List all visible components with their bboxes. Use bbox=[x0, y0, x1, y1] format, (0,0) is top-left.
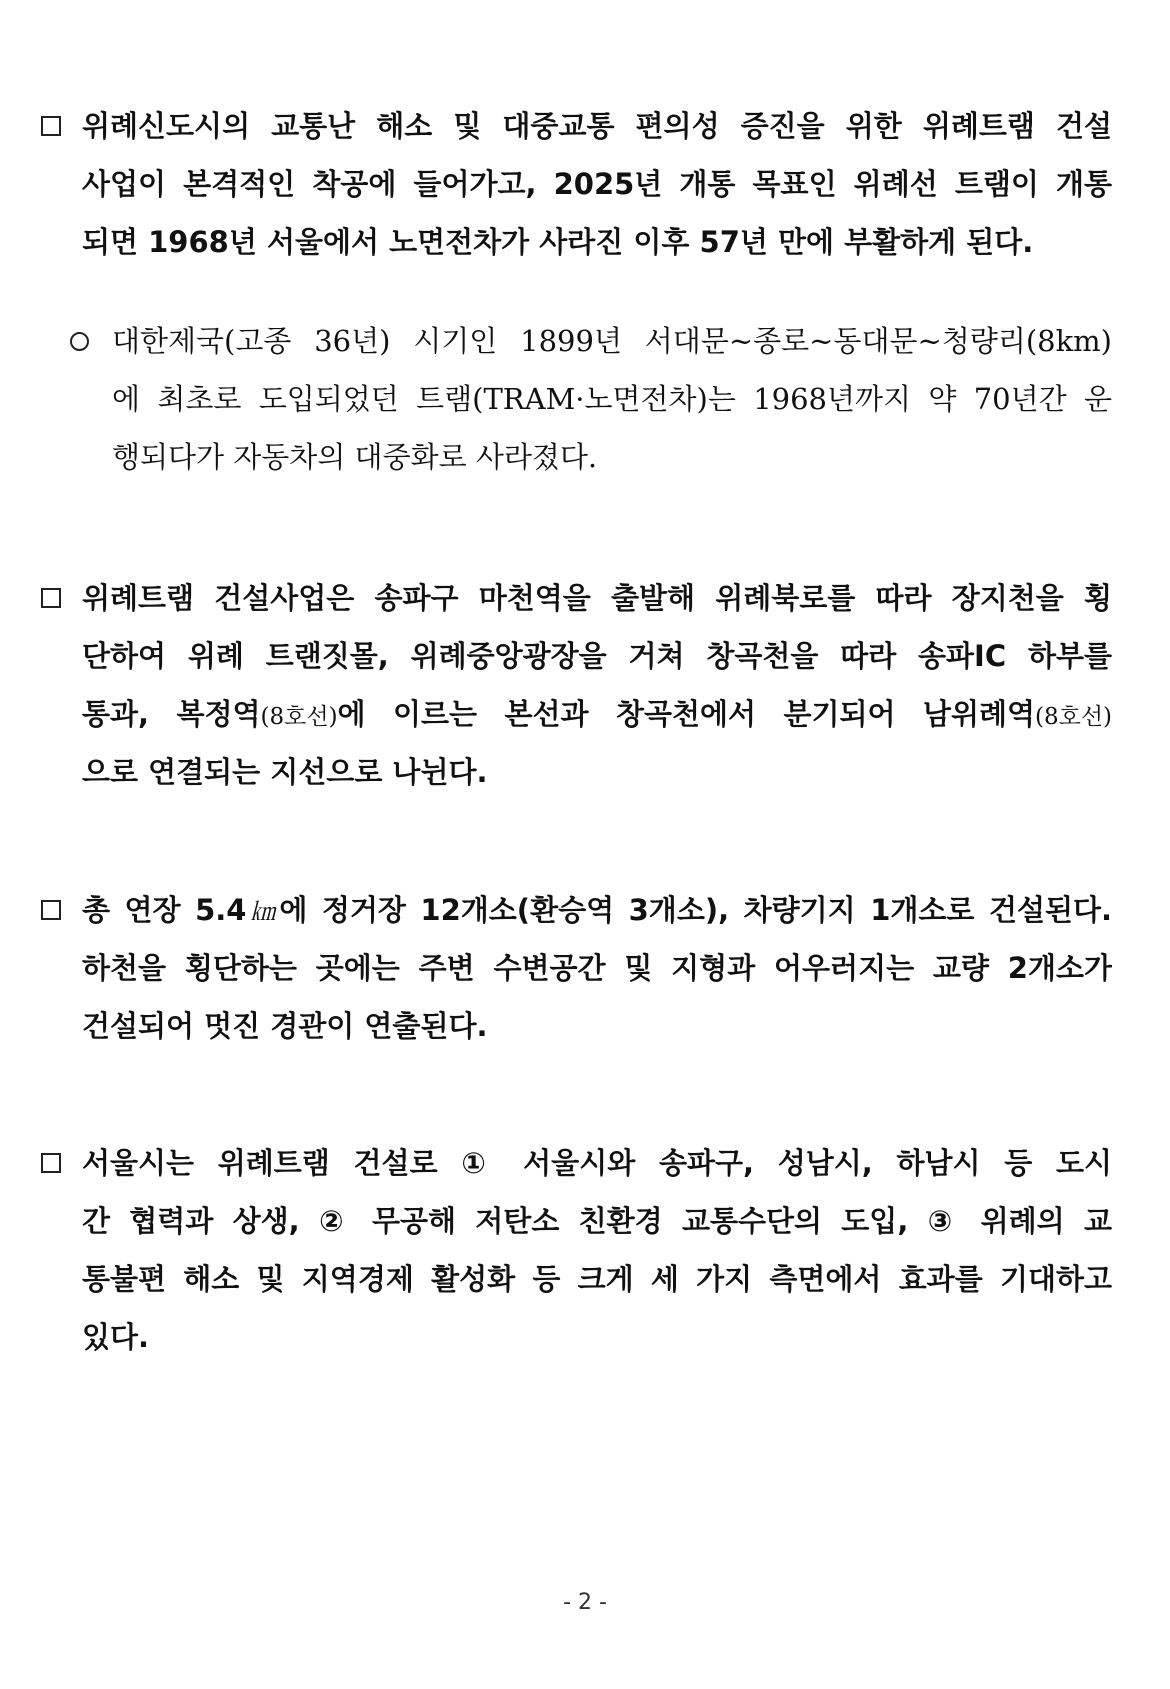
section-3-line-1 bbox=[82, 888, 1112, 932]
section-1-line-1: 위례신도시의 교통난 해소 및 대중교통 편의성 증진을 위한 위례트램 건설 bbox=[82, 109, 1112, 143]
section-4-line-1: 서울시는 위례트램 건설로 ① 서울시와 송파구, 성남시, 하남시 등 도시 bbox=[82, 1146, 1112, 1180]
section-1-sub-line-3: 행되다가 자동차의 대중화로 사라졌다. bbox=[112, 440, 598, 474]
section-1-sub-line-2: 에 최초로 도입되었던 트램(TRAM·노면전차)는 1968년까지 약 70년간 운 bbox=[112, 382, 1112, 416]
line-note-8-second: (8호선) bbox=[1035, 704, 1112, 730]
square-bullet-icon bbox=[41, 588, 61, 608]
section-1-sub-line-1: 대한제국(고종 36년) 시기인 1899년 서대문~종로~동대문~청량리(8km) bbox=[112, 324, 1112, 358]
section-4-line-2: 간 협력과 상생, ② 무공해 저탄소 친환경 교통수단의 도입, ③ 위례의 교 bbox=[82, 1204, 1112, 1238]
line-note-8: (8호선) bbox=[260, 704, 338, 730]
section-4-line-4: 있다. bbox=[82, 1320, 150, 1354]
square-bullet-icon bbox=[41, 1153, 61, 1173]
section-3-line-3: 건설되어 멋진 경관이 연출된다. bbox=[82, 1009, 488, 1043]
section-3-line-1-b: 에 정거장 12개소(환승역 3개소), 차량기지 1개소로 건설된다. bbox=[279, 893, 1112, 927]
section-1-line-2: 사업이 본격적인 착공에 들어가고, 2025년 개통 목표인 위례선 트램이 개통 bbox=[82, 167, 1112, 201]
square-bullet-icon bbox=[41, 900, 61, 920]
section-4-line-3: 통불편 해소 및 지역경제 활성화 등 크게 세 가지 측면에서 효과를 기대하고 bbox=[82, 1262, 1112, 1296]
section-2-line-3-a: 통과, 복정역 bbox=[82, 697, 261, 731]
square-bullet-icon bbox=[41, 116, 61, 136]
section-2-line-2: 단하여 위례 트랜짓몰, 위례중앙광장을 거쳐 창곡천을 따라 송파IC 하부를 bbox=[82, 639, 1112, 673]
km-unit: ㎞ bbox=[246, 898, 280, 926]
section-3-line-2: 하천을 횡단하는 곳에는 주변 수변공간 및 지형과 어우러지는 교량 2개소가 bbox=[82, 951, 1112, 985]
circle-bullet-icon bbox=[70, 332, 89, 351]
section-2-line-3 bbox=[82, 692, 1112, 736]
section-2-line-3-c: 에 이르는 본선과 창곡천에서 분기되어 남위례역 bbox=[337, 697, 1035, 731]
page-number: - 2 - bbox=[563, 1590, 607, 1615]
section-2-line-4: 으로 연결되는 지선으로 나뉜다. bbox=[82, 755, 488, 789]
section-1-line-3: 되면 1968년 서울에서 노면전차가 사라진 이후 57년 만에 부활하게 된다. bbox=[82, 225, 1034, 259]
section-3-line-1-a: 총 연장 5.4 bbox=[82, 893, 247, 927]
section-2-line-1: 위례트램 건설사업은 송파구 마천역을 출발해 위례북로를 따라 장지천을 횡 bbox=[82, 581, 1112, 615]
